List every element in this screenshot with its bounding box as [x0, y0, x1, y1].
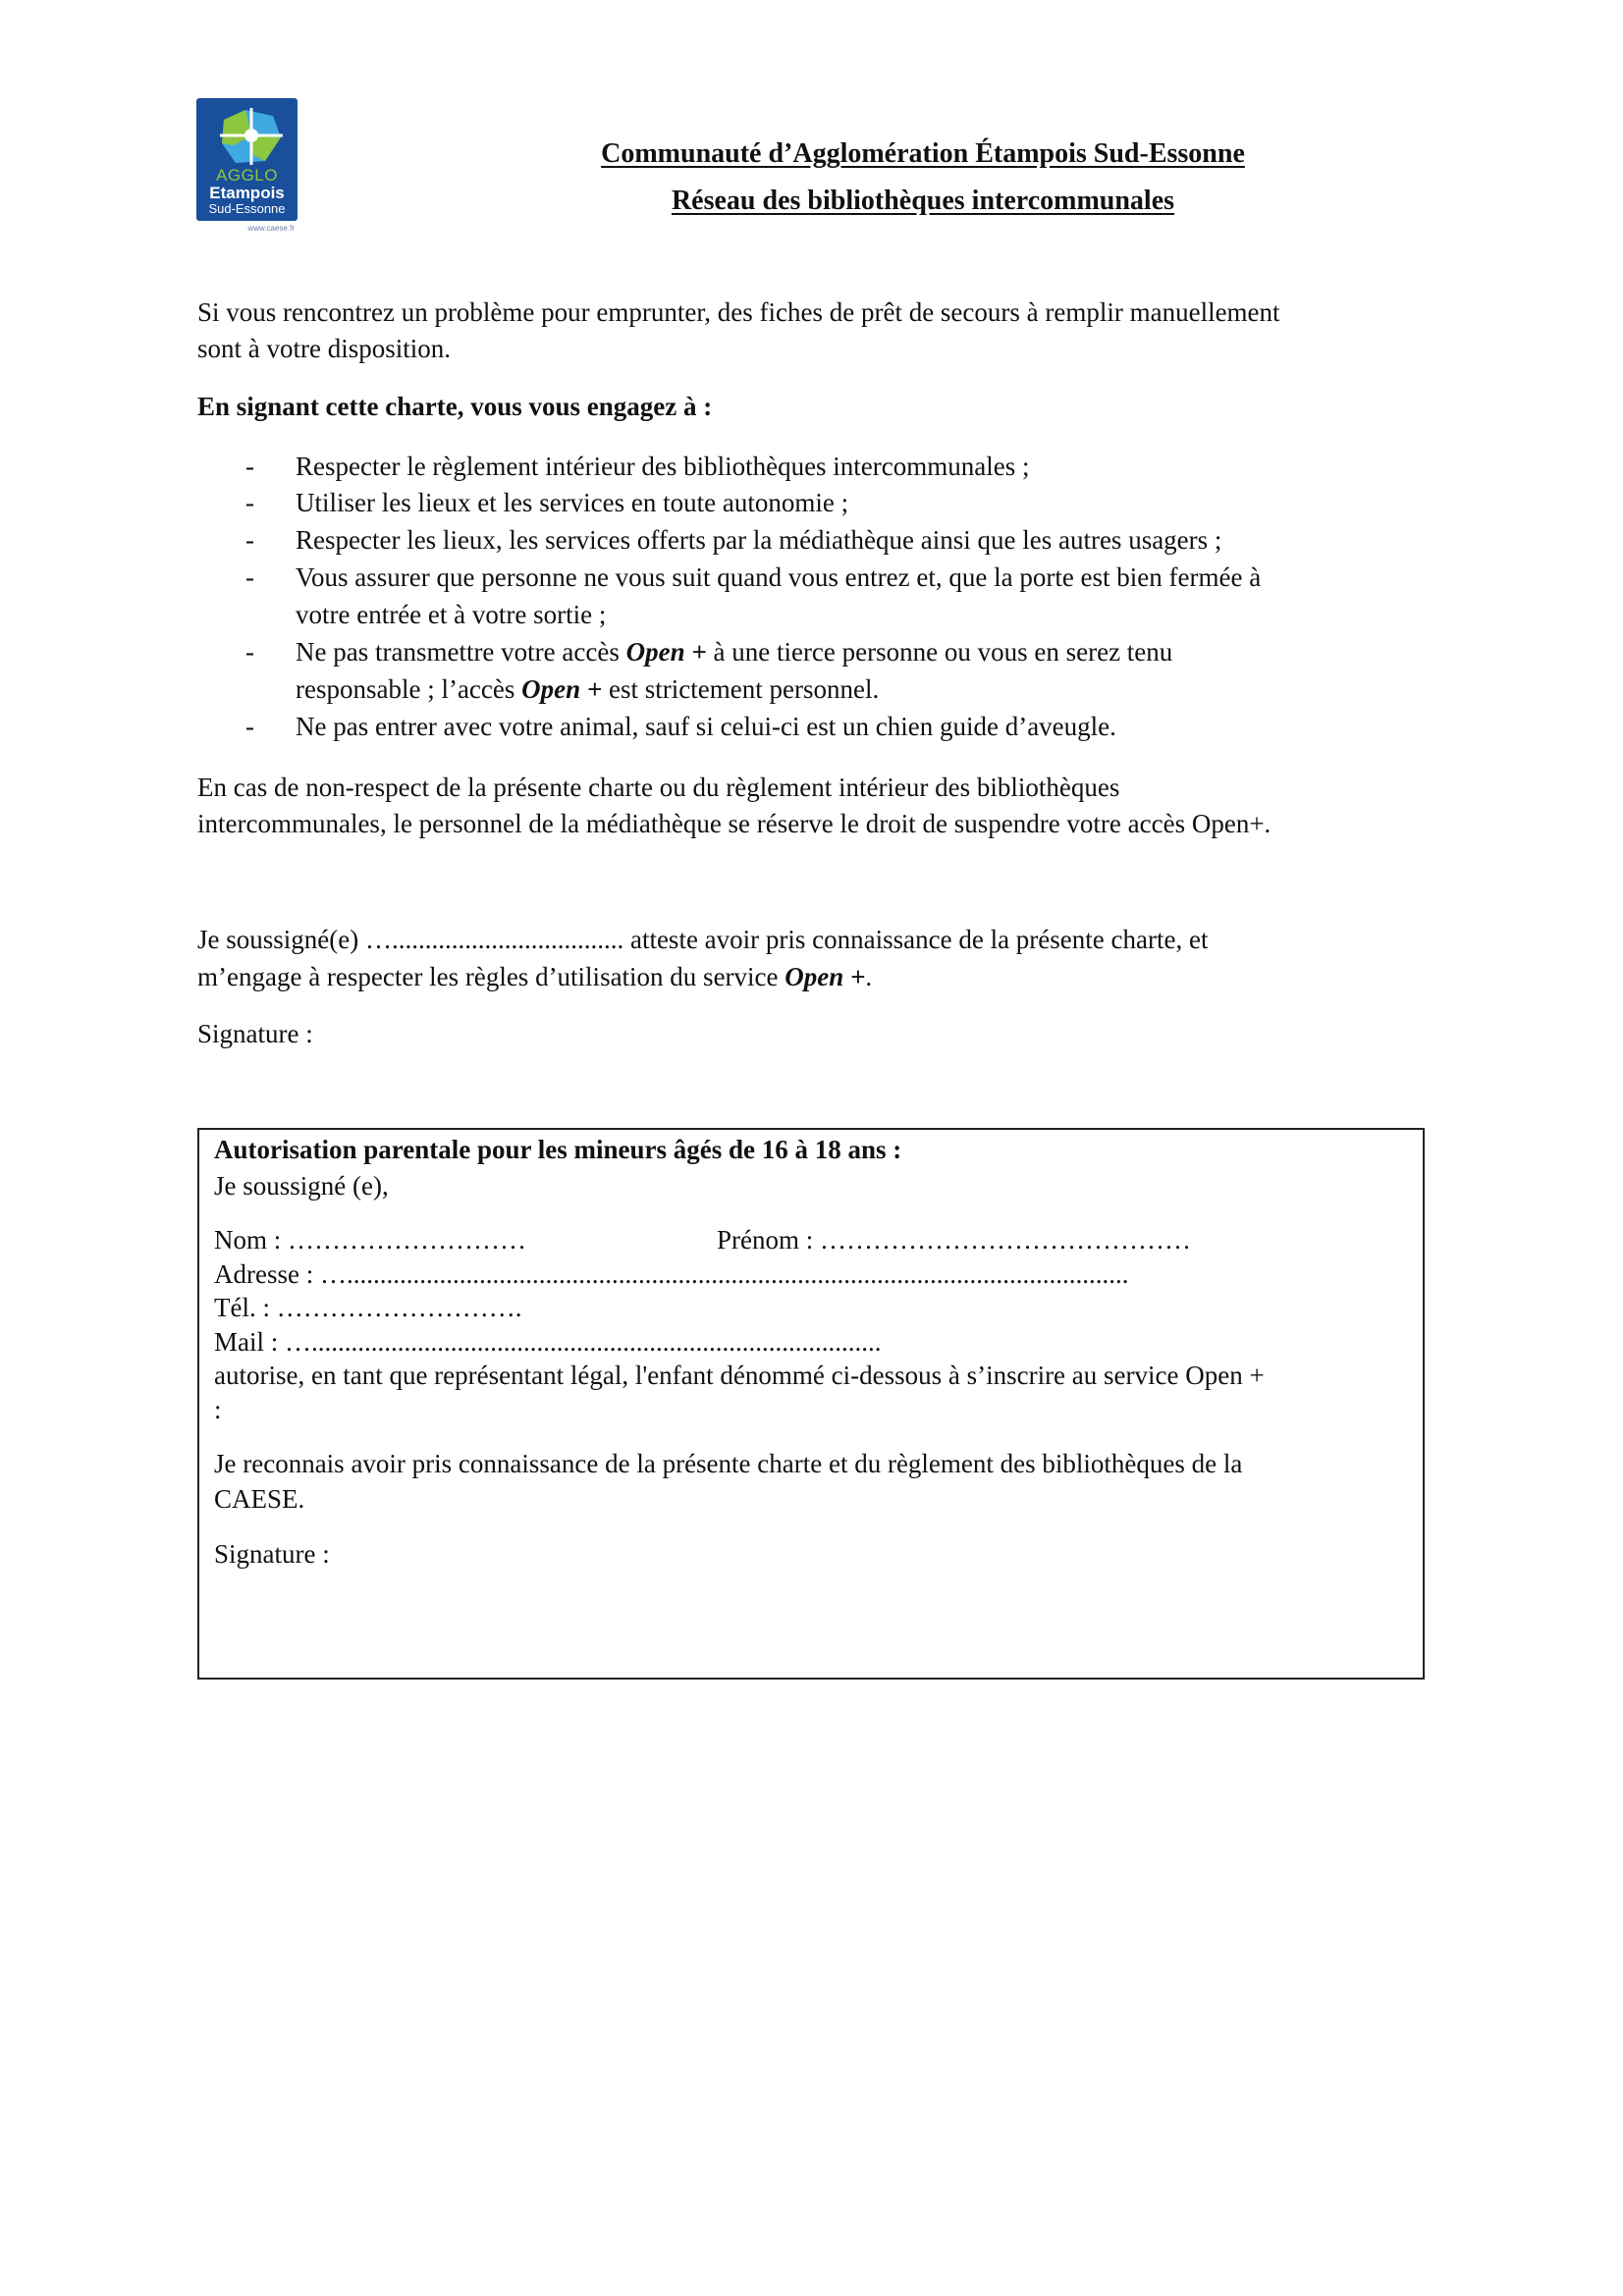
parental-heading: Autorisation parentale pour les mineurs âgés de 16 à 18 ans :: [214, 1135, 902, 1164]
logo-sud-essonne-text: Sud-Essonne: [208, 201, 286, 216]
list-item: Utiliser les lieux et les services en toute autonomie ;: [296, 488, 849, 517]
caese-logo: [196, 98, 298, 236]
list-item-text: Ne pas transmettre votre accès: [296, 637, 626, 667]
attestation-text: m’engage à respecter les règles d’utilisation du service: [197, 962, 785, 991]
logo-map-icon: [216, 106, 285, 167]
mail-field[interactable]: Mail : …......................................................................................: [214, 1327, 882, 1357]
logo-etampois-text: Etampois: [209, 184, 285, 202]
list-item: Respecter les lieux, les services offerts par la médiathèque ainsi que les autres usagers ;: [296, 525, 1222, 555]
sanction-line-1: En cas de non-respect de la présente charte ou du règlement intérieur des bibliothèques: [197, 773, 1120, 802]
open-plus-emphasis: Open +: [784, 962, 866, 991]
open-plus-emphasis: Open +: [521, 674, 603, 704]
acknowledge-line-2: CAESE.: [214, 1484, 305, 1514]
signature-label: Signature :: [197, 1019, 313, 1048]
parental-intro: Je soussigné (e),: [214, 1171, 389, 1201]
list-item: Vous assurer que personne ne vous suit quand vous entrez et, que la porte est bien fermée à: [296, 562, 1262, 592]
list-bullet: -: [245, 488, 254, 517]
list-item: Ne pas entrer avec votre animal, sauf si celui-ci est un chien guide d’aveugle.: [296, 712, 1116, 741]
list-bullet: -: [245, 562, 254, 592]
list-bullet: -: [245, 452, 254, 481]
open-plus-emphasis: Open +: [625, 637, 707, 667]
parental-signature-label: Signature :: [214, 1539, 330, 1569]
parental-authorization-box: [197, 1128, 1425, 1680]
sanction-line-2: intercommunales, le personnel de la médiathèque se réserve le droit de suspendre votre accès Open+.: [197, 809, 1271, 838]
intro-line-1: Si vous rencontrez un problème pour emprunter, des fiches de prêt de secours à remplir manuellement: [197, 297, 1280, 327]
intro-line-2: sont à votre disposition.: [197, 334, 451, 363]
authorize-line-1: autorise, en tant que représentant légal, l'enfant dénommé ci-dessous à s’inscrire au service Open +: [214, 1361, 1265, 1390]
adresse-field[interactable]: Adresse : …......................................................................................................................: [214, 1259, 1129, 1289]
list-bullet: -: [245, 637, 254, 667]
list-bullet: -: [245, 712, 254, 741]
list-bullet: -: [245, 525, 254, 555]
list-item: [296, 634, 1172, 670]
logo-agglo-text: AGGLO: [216, 166, 278, 185]
list-item-text: responsable ; l’accès: [296, 674, 522, 704]
page-title: Communauté d’Agglomération Étampois Sud-Essonne: [601, 138, 1245, 169]
tel-field[interactable]: Tél. : ……………………….: [214, 1293, 522, 1322]
logo-url-text: www.caese.fr: [247, 224, 295, 233]
acknowledge-line-1: Je reconnais avoir pris connaissance de la présente charte et du règlement des bibliothèques de la: [214, 1449, 1243, 1478]
page-subtitle: Réseau des bibliothèques intercommunales: [671, 186, 1175, 216]
attestation-line-2: [197, 959, 872, 995]
nom-field[interactable]: Nom : ………………………: [214, 1225, 527, 1255]
list-item-text: à une tierce personne ou vous en serez tenu: [706, 637, 1173, 667]
list-item-continuation: votre entrée et à votre sortie ;: [296, 600, 607, 629]
list-item-continuation: [296, 671, 879, 708]
attestation-text: .: [865, 962, 873, 991]
prenom-field[interactable]: Prénom : ……………………………………: [717, 1225, 1191, 1255]
list-item-text: est strictement personnel.: [602, 674, 880, 704]
attestation-line-1: Je soussigné(e) …................................... atteste avoir pris connaissance de la présente charte, et: [197, 925, 1209, 954]
list-item: Respecter le règlement intérieur des bibliothèques intercommunales ;: [296, 452, 1030, 481]
commitment-heading: En signant cette charte, vous vous engagez à :: [197, 392, 713, 421]
authorize-line-2: :: [214, 1395, 222, 1424]
